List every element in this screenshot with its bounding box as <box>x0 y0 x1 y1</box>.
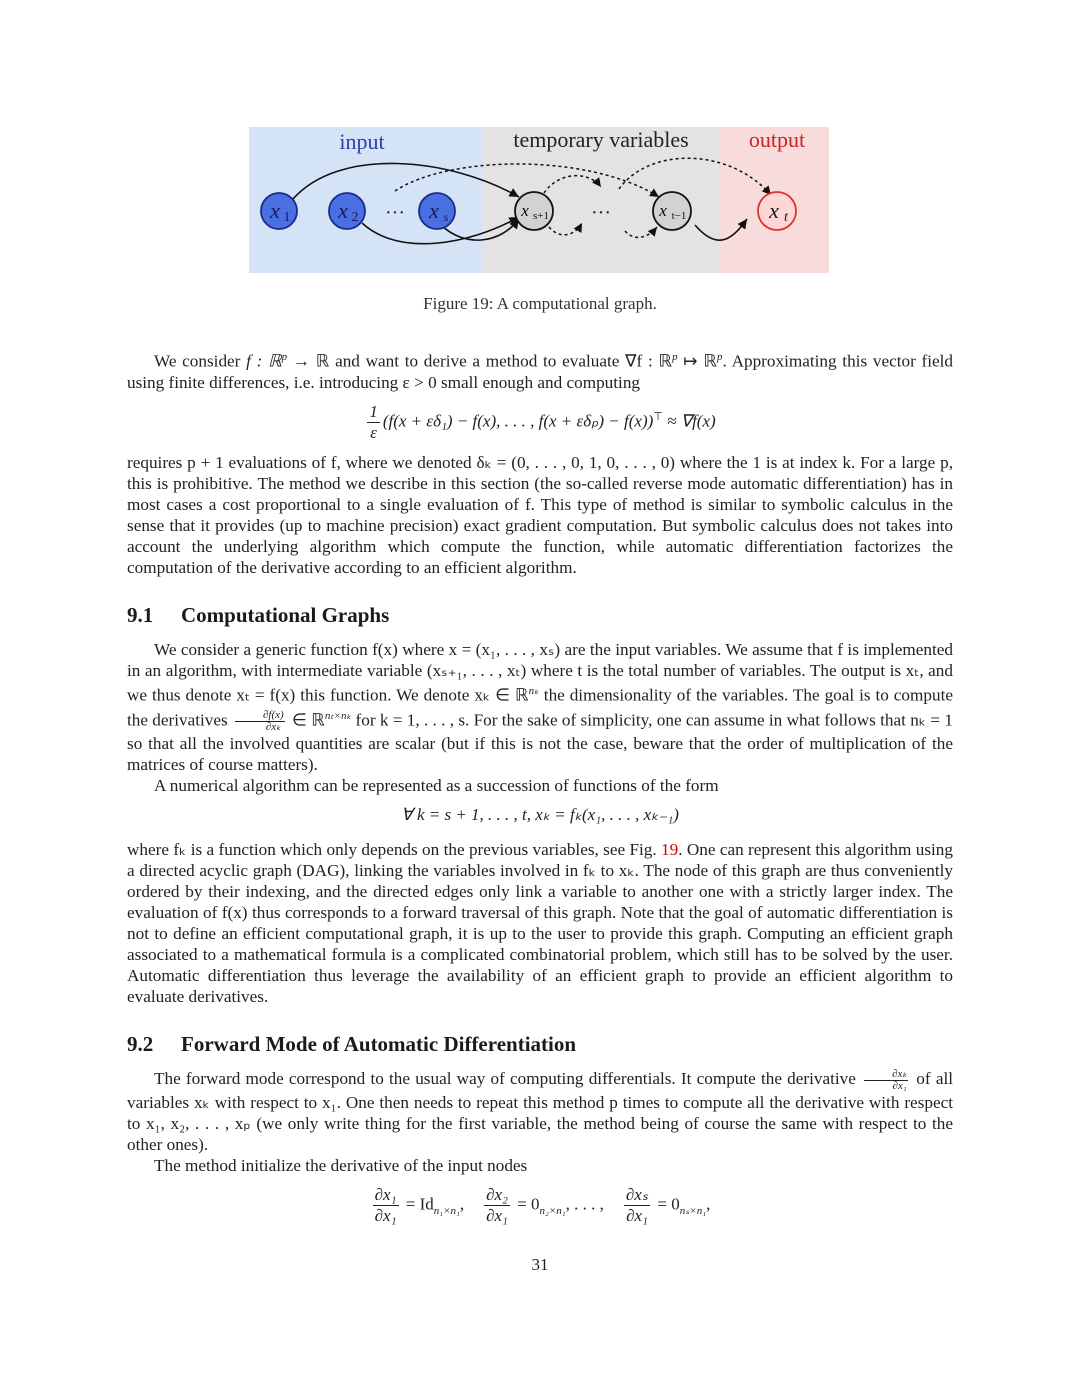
section-heading-9-2: 9.2 Forward Mode of Automatic Differentiation <box>127 1032 577 1056</box>
figure-caption: Figure 19: A computational graph. <box>423 294 657 313</box>
node-xt <box>758 192 796 230</box>
equation-initialization: $\frac{\text{∂x₁}}{\text{∂x₁}}$ = $Id_{n_1\times n_1}$, $\frac{\text{∂x₂}}{\text{∂x₁}}$ = $0_{n_2\times n_1}$, . . . , $\frac{\text{∂xₛ}}{\text{∂x₁}}$ = $0_{n_s\times n_1}$, <box>374 1185 711 1225</box>
figure-link[interactable]: 19 <box>661 840 679 859</box>
equation-succession: ∀ k = s + 1, . . . , t, xₖ = fₖ(x₁, . . . , xₖ₋₁) <box>401 805 679 824</box>
input-ellipsis: ··· <box>385 202 405 224</box>
svg-text:x: x <box>429 198 439 223</box>
svg-text:t: t <box>784 210 788 225</box>
output-label: output <box>748 127 806 152</box>
temporary-ellipsis: ··· <box>591 202 611 224</box>
paragraph-cost: requires p + 1 evaluations of f, where we denoted δₖ = (0, . . . , 0, 1, 0, . . . , 0) where the 1 is at index k. For a large p, this is prohibitive. The method we describe in this section (the so-called reverse mode automatic differentiation) has in most cases a cost proportional to a single evaluation of f. This type of method is similar to symbolic calculus in the sense that it provides (up to machine precision) exact gradient computation. But symbolic calculus does not takes into account the underlying algorithm which compute the function, while automatic differentiation factorizes the computation of the derivative according to an efficient algorithm. <box>127 453 953 577</box>
node-x2 <box>329 193 365 229</box>
paragraph-intro: We consider f : ℝ$^p$ → ℝ and want to derive a method to evaluate ∇f : ℝ$^p$ ↦ ℝ$^p$. Approximating this vector field using finite differences, i.e. introducing ε > 0 small enough and computing <box>127 351 953 392</box>
svg-text:x: x <box>270 198 280 223</box>
paragraph-computational-graphs: We consider a generic function f(x) where x = (x₁, . . . , xₛ) are the input variables. We assume that f is implemented in an algorithm, with intermediate variable (xₛ₊₁, . . . , xₜ) where t is the total number of variables. The output is xₜ, and we thus denote xₜ = f(x) this function. We denote xₖ ∈ ℝ$^{n_k}$ the dimensionality of the variables. The goal is to compute the derivatives $\frac{\partial f(x)}{\text{∂xₖ}}$ ∈ ℝ$^{n_t\times n_k}$ for k = 1, . . . , s. For the sake of simplicity, one can assume in what follows that nₖ = 1 so that all the involved quantities are scalar (but if this is not the case, beware that the order of multiplication of the matrices of course matters). A numerical algorithm can be represented as a succession of functions of the form <box>127 640 954 796</box>
input-label: input <box>339 129 385 154</box>
svg-text:t−1: t−1 <box>671 210 687 222</box>
svg-text:s: s <box>443 210 449 224</box>
section-heading-9-1: 9.1 Computational Graphs <box>127 603 390 627</box>
svg-text:x: x <box>769 198 779 223</box>
equation-finite-differences: $\frac{1}{\varepsilon}$ (f(x + εδ₁) − f(x), . . . , f(x + εδₚ) − f(x))⊤ ≈ ∇f(x) <box>369 402 716 442</box>
svg-text:x: x <box>338 198 348 223</box>
svg-text:x: x <box>659 201 667 220</box>
svg-text:1: 1 <box>283 210 291 225</box>
node-xt-minus-1 <box>653 192 691 230</box>
page-number: 31 <box>531 1255 549 1274</box>
svg-text:x: x <box>521 201 529 220</box>
paragraph-dag: where fₖ is a function which only depends on the previous variables, see Fig. 19. One can represent this algorithm using a directed acyclic graph (DAG), linking the variables involved in fₖ to xₖ. The node of this graph are thus conveniently ordered by their indexing, and the directed edges only link a variable to another one with a strictly larger index. The evaluation of f(x) thus corresponds to a forward traversal of this graph. Note that the goal of automatic differentiation is not to define an efficient computational graph, it is up to the user to provide this graph. Computing an efficient graph associated to a mathematical formula is a complicated combinatorial problem, which still has to be solved by the user. Automatic differentiation thus leverage the availability of an efficient graph to provide an efficient algorithm to evaluate derivatives. <box>127 840 953 1006</box>
svg-text:s+1: s+1 <box>533 210 549 222</box>
node-xs <box>419 193 455 229</box>
computational-graph-figure <box>249 127 829 273</box>
temporary-label: temporary variables <box>513 127 689 152</box>
node-x1 <box>261 193 297 229</box>
node-xs1 <box>515 192 553 230</box>
paragraph-forward-mode: The forward mode correspond to the usual way of computing differentials. It compute the derivative $\frac{\text{∂xₖ}}{\text{∂x₁}}$ of all variables xₖ with respect to x₁. One then needs to repeat this method p times to compute all the derivative with respect to x₁, x₂, . . . , xₚ (we only write thing for the first variable, the method being of course the same with respect to the other ones). The method initialize the derivative of the input nodes <box>127 1067 953 1175</box>
svg-text:2: 2 <box>351 210 359 225</box>
